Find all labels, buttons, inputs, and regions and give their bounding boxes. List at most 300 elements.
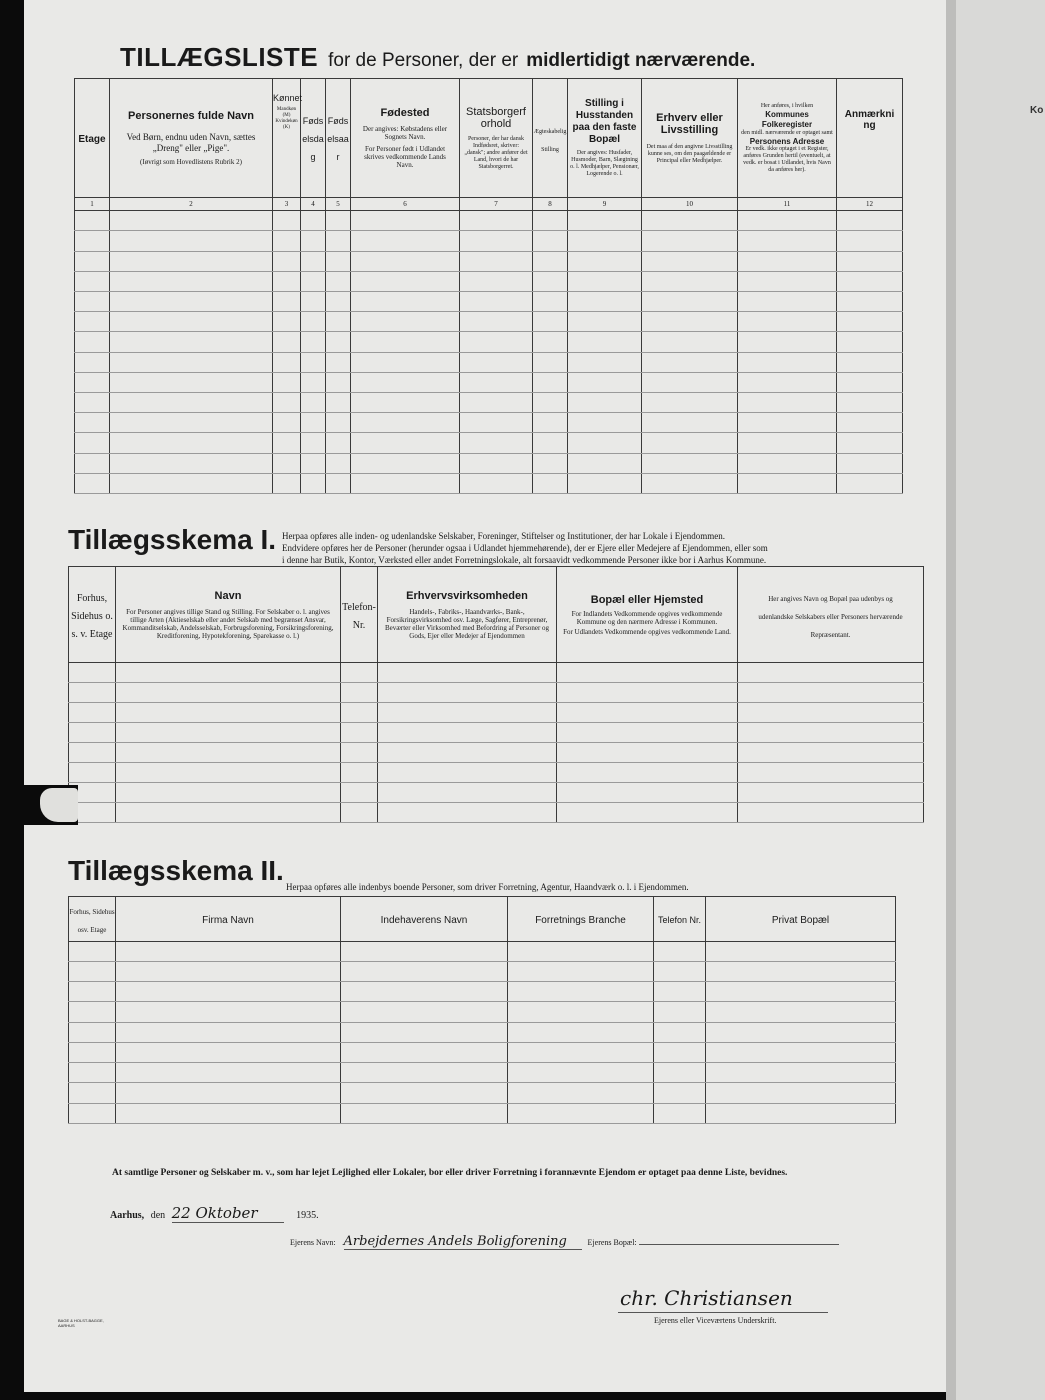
table-cell[interactable] xyxy=(326,251,351,271)
table-cell[interactable] xyxy=(326,392,351,412)
table-row xyxy=(75,251,903,271)
next-page-text: Ko xyxy=(1030,105,1044,116)
table-cell[interactable] xyxy=(460,312,533,332)
table-cell[interactable] xyxy=(75,312,110,332)
table-cell[interactable] xyxy=(568,271,642,291)
table-cell[interactable] xyxy=(341,683,378,703)
table-cell[interactable] xyxy=(508,961,654,981)
table-cell[interactable] xyxy=(110,251,273,271)
table-cell[interactable] xyxy=(69,1042,116,1062)
table-cell[interactable] xyxy=(568,312,642,332)
table-cell[interactable] xyxy=(326,473,351,493)
table-cell[interactable] xyxy=(341,1103,508,1123)
table-cell[interactable] xyxy=(301,312,326,332)
table-cell[interactable] xyxy=(642,453,738,473)
table-cell[interactable] xyxy=(69,982,116,1002)
table-cell[interactable] xyxy=(351,292,460,312)
table-cell[interactable] xyxy=(460,413,533,433)
table-cell[interactable] xyxy=(341,982,508,1002)
table-cell[interactable] xyxy=(557,683,738,703)
skema1-table xyxy=(68,566,924,823)
table-cell[interactable] xyxy=(69,763,116,783)
table-cell[interactable] xyxy=(116,961,341,981)
table-cell[interactable] xyxy=(75,392,110,412)
table-cell[interactable] xyxy=(654,1063,706,1083)
table-cell[interactable] xyxy=(642,231,738,251)
table-cell[interactable] xyxy=(341,743,378,763)
table-cell[interactable] xyxy=(326,433,351,453)
table-cell[interactable] xyxy=(69,1002,116,1022)
table-cell[interactable] xyxy=(642,251,738,271)
table-cell[interactable] xyxy=(75,251,110,271)
table-cell[interactable] xyxy=(75,372,110,392)
binder-clip-tab xyxy=(40,788,78,822)
table-cell[interactable] xyxy=(642,312,738,332)
table-cell[interactable] xyxy=(326,312,351,332)
table-cell[interactable] xyxy=(75,211,110,231)
skema1-col-bopael: Bopæl eller Hjemsted For Indlandets Vedkommende opgives vedkommende Kommune og den nærmere Adresse i Kommunen. For Udlandets Vedkommende opgives vedkommende Land. xyxy=(557,567,738,663)
table-cell[interactable] xyxy=(738,372,837,392)
table-cell[interactable] xyxy=(378,803,557,823)
col-statsborger-header: Statsborgerforhold Personer, der har dansk Indfødsret, skriver: „dansk"; andre anfører det Land, hvori de har Statsborgerret. xyxy=(460,79,533,198)
table-cell[interactable] xyxy=(642,211,738,231)
table-cell[interactable] xyxy=(568,332,642,352)
table-cell[interactable] xyxy=(837,352,903,372)
table-cell[interactable] xyxy=(351,453,460,473)
table-cell[interactable] xyxy=(642,473,738,493)
table-cell[interactable] xyxy=(301,332,326,352)
table-cell[interactable] xyxy=(351,352,460,372)
table-cell[interactable] xyxy=(116,1042,341,1062)
table-cell[interactable] xyxy=(738,251,837,271)
table-cell[interactable] xyxy=(642,271,738,291)
table-cell[interactable] xyxy=(533,473,568,493)
table-cell[interactable] xyxy=(351,312,460,332)
table-cell[interactable] xyxy=(738,392,837,412)
table-cell[interactable] xyxy=(706,1022,896,1042)
table-cell[interactable] xyxy=(654,941,706,961)
table-cell[interactable] xyxy=(460,332,533,352)
table-cell[interactable] xyxy=(110,413,273,433)
table-cell[interactable] xyxy=(654,1022,706,1042)
table-cell[interactable] xyxy=(378,723,557,743)
table-cell[interactable] xyxy=(738,473,837,493)
table-cell[interactable] xyxy=(642,392,738,412)
table-cell[interactable] xyxy=(341,763,378,783)
table-cell[interactable] xyxy=(116,1103,341,1123)
skema1-col-erhverv: Erhvervsvirksomheden Handels-, Fabriks-, Haandværks-, Bank-, Forsikringsvirksomhed osv. Læge, Sagfører, Entreprenør, Beværter eller Virksomhed med Befordring af Personer og Gods, Ejer eller Medejer af Ejendommen xyxy=(378,567,557,663)
table-cell[interactable] xyxy=(378,763,557,783)
table-cell[interactable] xyxy=(738,723,924,743)
table-cell[interactable] xyxy=(351,392,460,412)
table-cell[interactable] xyxy=(568,231,642,251)
table-cell[interactable] xyxy=(508,1002,654,1022)
table-cell[interactable] xyxy=(273,473,301,493)
table-cell[interactable] xyxy=(326,413,351,433)
table-cell[interactable] xyxy=(508,941,654,961)
table-cell[interactable] xyxy=(533,271,568,291)
table-cell[interactable] xyxy=(110,453,273,473)
table-cell[interactable] xyxy=(837,231,903,251)
table-cell[interactable] xyxy=(378,783,557,803)
table-cell[interactable] xyxy=(706,982,896,1002)
table-cell[interactable] xyxy=(326,271,351,291)
table-cell[interactable] xyxy=(273,372,301,392)
table-cell[interactable] xyxy=(738,453,837,473)
table-cell[interactable] xyxy=(110,372,273,392)
form-page xyxy=(24,0,946,1392)
table-cell[interactable] xyxy=(110,433,273,453)
col-number: 2 xyxy=(110,198,273,211)
table-cell[interactable] xyxy=(738,292,837,312)
table-cell[interactable] xyxy=(654,1083,706,1103)
table-cell[interactable] xyxy=(116,1022,341,1042)
table-cell[interactable] xyxy=(301,251,326,271)
table-cell[interactable] xyxy=(533,392,568,412)
form-title xyxy=(120,42,755,73)
table-cell[interactable] xyxy=(568,392,642,412)
table-cell[interactable] xyxy=(301,271,326,291)
table-cell[interactable] xyxy=(273,211,301,231)
table-cell[interactable] xyxy=(110,292,273,312)
table-cell[interactable] xyxy=(351,372,460,392)
table-cell[interactable] xyxy=(460,292,533,312)
table-cell[interactable] xyxy=(116,982,341,1002)
table-cell[interactable] xyxy=(738,783,924,803)
table-cell[interactable] xyxy=(341,803,378,823)
table-cell[interactable] xyxy=(533,231,568,251)
table-cell[interactable] xyxy=(557,783,738,803)
table-cell[interactable] xyxy=(75,453,110,473)
table-cell[interactable] xyxy=(642,372,738,392)
table-cell[interactable] xyxy=(75,332,110,352)
table-cell[interactable] xyxy=(654,982,706,1002)
table-cell[interactable] xyxy=(837,251,903,271)
table-cell[interactable] xyxy=(738,683,924,703)
table-cell[interactable] xyxy=(642,413,738,433)
table-cell[interactable] xyxy=(738,663,924,683)
table-cell[interactable] xyxy=(837,473,903,493)
table-cell[interactable] xyxy=(568,352,642,372)
table-cell[interactable] xyxy=(738,231,837,251)
table-cell[interactable] xyxy=(837,433,903,453)
table-cell[interactable] xyxy=(301,372,326,392)
table-cell[interactable] xyxy=(738,763,924,783)
table-cell[interactable] xyxy=(706,1063,896,1083)
table-cell[interactable] xyxy=(568,473,642,493)
table-cell[interactable] xyxy=(301,352,326,372)
table-cell[interactable] xyxy=(326,332,351,352)
table-cell[interactable] xyxy=(110,473,273,493)
table-row xyxy=(75,473,903,493)
table-cell[interactable] xyxy=(654,1103,706,1123)
table-cell[interactable] xyxy=(273,271,301,291)
table-cell[interactable] xyxy=(508,1022,654,1042)
table-cell[interactable] xyxy=(508,1083,654,1103)
table-cell[interactable] xyxy=(116,941,341,961)
table-cell[interactable] xyxy=(341,1002,508,1022)
table-row xyxy=(75,332,903,352)
table-row xyxy=(75,392,903,412)
table-cell[interactable] xyxy=(116,703,341,723)
table-cell[interactable] xyxy=(557,803,738,823)
table-cell[interactable] xyxy=(460,453,533,473)
table-cell[interactable] xyxy=(533,292,568,312)
table-cell[interactable] xyxy=(508,982,654,1002)
table-cell[interactable] xyxy=(568,453,642,473)
table-cell[interactable] xyxy=(837,312,903,332)
table-cell[interactable] xyxy=(706,1103,896,1123)
table-cell[interactable] xyxy=(837,413,903,433)
table-cell[interactable] xyxy=(533,352,568,372)
table-cell[interactable] xyxy=(69,941,116,961)
table-cell[interactable] xyxy=(533,312,568,332)
table-cell[interactable] xyxy=(738,413,837,433)
date-handwritten: 22 Oktober xyxy=(172,1204,284,1223)
table-cell[interactable] xyxy=(69,1103,116,1123)
col-numbers-row xyxy=(75,198,903,211)
table-cell[interactable] xyxy=(273,453,301,473)
table-cell[interactable] xyxy=(110,231,273,251)
table-cell[interactable] xyxy=(642,292,738,312)
table-cell[interactable] xyxy=(568,292,642,312)
col-koennet-header: Kønnet Mandkøn (M) Kvindekøn (K) xyxy=(273,79,301,198)
col-adresse-header: Her anføres, i hvilken Kommunes Folkeregister den midl. nærværende er optaget samt Personens Adresse Er vedk. ikke optaget i et Register, anføres Grunden hertil (eventuelt, at vedk. er bosat i Udlandet, hvis Navn da anføres her). xyxy=(738,79,837,198)
table-cell[interactable] xyxy=(738,703,924,723)
table-cell[interactable] xyxy=(110,271,273,291)
table-cell[interactable] xyxy=(341,723,378,743)
table-cell[interactable] xyxy=(351,251,460,271)
table-cell[interactable] xyxy=(378,743,557,763)
table-row xyxy=(69,1042,896,1062)
table-cell[interactable] xyxy=(273,392,301,412)
table-cell[interactable] xyxy=(533,372,568,392)
table-cell[interactable] xyxy=(738,271,837,291)
table-cell[interactable] xyxy=(326,231,351,251)
table-cell[interactable] xyxy=(341,941,508,961)
table-cell[interactable] xyxy=(508,1103,654,1123)
table-cell[interactable] xyxy=(351,413,460,433)
date-line xyxy=(110,1204,319,1223)
skema2-col-etage: Forhus, Sidehus osv. Etage xyxy=(69,897,116,942)
table-cell[interactable] xyxy=(533,211,568,231)
table-cell[interactable] xyxy=(116,663,341,683)
table-cell[interactable] xyxy=(642,332,738,352)
table-cell[interactable] xyxy=(351,231,460,251)
table-cell[interactable] xyxy=(69,1063,116,1083)
table-cell[interactable] xyxy=(75,473,110,493)
table-cell[interactable] xyxy=(116,1002,341,1022)
table-cell[interactable] xyxy=(738,211,837,231)
table-cell[interactable] xyxy=(378,663,557,683)
table-cell[interactable] xyxy=(533,251,568,271)
table-cell[interactable] xyxy=(654,1042,706,1062)
table-cell[interactable] xyxy=(341,961,508,981)
table-row xyxy=(75,211,903,231)
table-cell[interactable] xyxy=(837,332,903,352)
table-cell[interactable] xyxy=(654,961,706,981)
table-cell[interactable] xyxy=(341,1042,508,1062)
table-cell[interactable] xyxy=(738,352,837,372)
table-cell[interactable] xyxy=(69,961,116,981)
table-cell[interactable] xyxy=(341,783,378,803)
table-cell[interactable] xyxy=(110,332,273,352)
table-cell[interactable] xyxy=(301,413,326,433)
table-cell[interactable] xyxy=(341,1063,508,1083)
table-cell[interactable] xyxy=(301,453,326,473)
skema2-table xyxy=(68,896,896,1124)
table-cell[interactable] xyxy=(568,251,642,271)
table-cell[interactable] xyxy=(706,961,896,981)
table-cell[interactable] xyxy=(273,352,301,372)
table-cell[interactable] xyxy=(568,433,642,453)
table-cell[interactable] xyxy=(378,683,557,703)
table-cell[interactable] xyxy=(301,231,326,251)
table-row xyxy=(75,292,903,312)
table-cell[interactable] xyxy=(116,1063,341,1083)
col-anmaerkning-header: Anmærkning xyxy=(837,79,903,198)
table-cell[interactable] xyxy=(460,211,533,231)
table-cell[interactable] xyxy=(326,292,351,312)
table-cell[interactable] xyxy=(75,271,110,291)
table-cell[interactable] xyxy=(568,372,642,392)
table-cell[interactable] xyxy=(69,663,116,683)
table-cell[interactable] xyxy=(116,783,341,803)
table-cell[interactable] xyxy=(326,453,351,473)
owner-name-handwritten: Arbejdernes Andels Boligforening xyxy=(344,1234,582,1250)
table-cell[interactable] xyxy=(557,743,738,763)
table-cell[interactable] xyxy=(341,703,378,723)
table-cell[interactable] xyxy=(341,663,378,683)
table-cell[interactable] xyxy=(116,763,341,783)
table-cell[interactable] xyxy=(301,211,326,231)
table-cell[interactable] xyxy=(116,743,341,763)
table-cell[interactable] xyxy=(75,352,110,372)
table-cell[interactable] xyxy=(642,433,738,453)
table-cell[interactable] xyxy=(110,312,273,332)
table-cell[interactable] xyxy=(460,231,533,251)
table-cell[interactable] xyxy=(326,372,351,392)
table-cell[interactable] xyxy=(116,683,341,703)
title-rest: for de Personer, der er xyxy=(328,50,519,71)
table-cell[interactable] xyxy=(706,1042,896,1062)
table-cell[interactable] xyxy=(273,413,301,433)
table-cell[interactable] xyxy=(273,292,301,312)
table-cell[interactable] xyxy=(116,723,341,743)
table-cell[interactable] xyxy=(69,703,116,723)
table-cell[interactable] xyxy=(738,312,837,332)
table-cell[interactable] xyxy=(508,1042,654,1062)
table-cell[interactable] xyxy=(351,271,460,291)
table-cell[interactable] xyxy=(706,941,896,961)
table-cell[interactable] xyxy=(557,703,738,723)
table-cell[interactable] xyxy=(301,392,326,412)
table-cell[interactable] xyxy=(75,292,110,312)
table-cell[interactable] xyxy=(69,1083,116,1103)
table-cell[interactable] xyxy=(351,211,460,231)
table-cell[interactable] xyxy=(351,433,460,453)
table-cell[interactable] xyxy=(69,1022,116,1042)
table-cell[interactable] xyxy=(460,433,533,453)
table-cell[interactable] xyxy=(460,392,533,412)
table-cell[interactable] xyxy=(460,251,533,271)
table-cell[interactable] xyxy=(568,413,642,433)
table-cell[interactable] xyxy=(110,392,273,412)
table-cell[interactable] xyxy=(69,743,116,763)
book-spine xyxy=(946,0,956,1400)
table-cell[interactable] xyxy=(69,683,116,703)
table-cell[interactable] xyxy=(326,211,351,231)
table-cell[interactable] xyxy=(642,352,738,372)
table-cell[interactable] xyxy=(326,352,351,372)
table-cell[interactable] xyxy=(273,332,301,352)
table-cell[interactable] xyxy=(533,413,568,433)
table-row xyxy=(75,372,903,392)
table-cell[interactable] xyxy=(837,271,903,291)
table-cell[interactable] xyxy=(75,433,110,453)
table-cell[interactable] xyxy=(738,743,924,763)
table-cell[interactable] xyxy=(301,292,326,312)
table-cell[interactable] xyxy=(110,352,273,372)
table-cell[interactable] xyxy=(508,1063,654,1083)
table-cell[interactable] xyxy=(273,312,301,332)
table-cell[interactable] xyxy=(533,332,568,352)
table-cell[interactable] xyxy=(116,1083,341,1103)
table-cell[interactable] xyxy=(460,473,533,493)
table-cell[interactable] xyxy=(654,1002,706,1022)
table-row xyxy=(69,703,924,723)
table-cell[interactable] xyxy=(557,723,738,743)
table-cell[interactable] xyxy=(557,763,738,783)
table-cell[interactable] xyxy=(837,392,903,412)
table-cell[interactable] xyxy=(837,453,903,473)
table-cell[interactable] xyxy=(533,433,568,453)
table-cell[interactable] xyxy=(837,292,903,312)
signature-handwritten: chr. Christiansen xyxy=(620,1286,793,1310)
table-cell[interactable] xyxy=(460,271,533,291)
table-cell[interactable] xyxy=(460,372,533,392)
table-cell[interactable] xyxy=(301,473,326,493)
table-cell[interactable] xyxy=(738,803,924,823)
table-cell[interactable] xyxy=(301,433,326,453)
table-cell[interactable] xyxy=(837,211,903,231)
table-cell[interactable] xyxy=(738,433,837,453)
table-cell[interactable] xyxy=(706,1002,896,1022)
table-cell[interactable] xyxy=(273,231,301,251)
table-cell[interactable] xyxy=(116,803,341,823)
table-cell[interactable] xyxy=(706,1083,896,1103)
table-cell[interactable] xyxy=(341,1083,508,1103)
table-cell[interactable] xyxy=(533,453,568,473)
col-foedselsdag-header: Fødselsdag xyxy=(301,79,326,198)
table-cell[interactable] xyxy=(351,332,460,352)
table-cell[interactable] xyxy=(75,413,110,433)
table-cell[interactable] xyxy=(273,433,301,453)
table-cell[interactable] xyxy=(378,703,557,723)
table-cell[interactable] xyxy=(738,332,837,352)
table-cell[interactable] xyxy=(460,352,533,372)
table-cell[interactable] xyxy=(568,211,642,231)
table-cell[interactable] xyxy=(837,372,903,392)
table-cell[interactable] xyxy=(341,1022,508,1042)
table-cell[interactable] xyxy=(110,211,273,231)
table-cell[interactable] xyxy=(273,251,301,271)
table-cell[interactable] xyxy=(69,723,116,743)
table-row xyxy=(69,763,924,783)
table-cell[interactable] xyxy=(75,231,110,251)
table-cell[interactable] xyxy=(557,663,738,683)
table-cell[interactable] xyxy=(351,473,460,493)
